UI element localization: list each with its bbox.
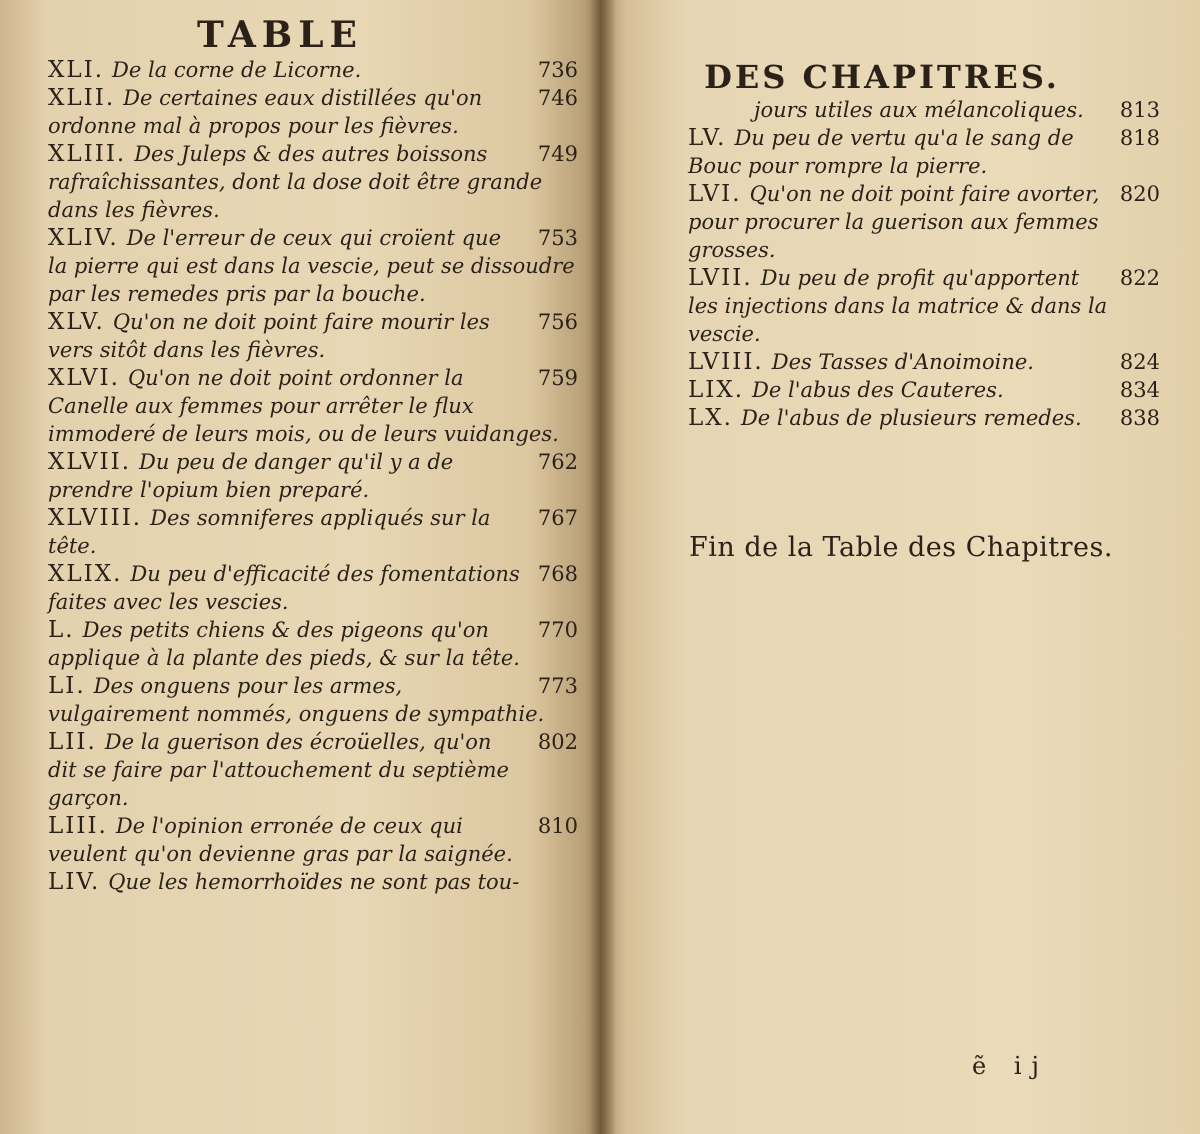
chapter-page: 813 bbox=[1119, 98, 1160, 122]
chapter-page: 768 bbox=[537, 562, 578, 586]
chapter-page: 773 bbox=[537, 674, 578, 698]
chapter-page: 802 bbox=[537, 730, 578, 754]
chapter-page: 756 bbox=[537, 310, 578, 334]
chapter-entry bbox=[688, 348, 1160, 376]
chapter-title: Qu'on ne doit point faire avorter, pour procurer la guerison aux femmes grosses. bbox=[688, 182, 1100, 262]
right-page bbox=[602, 0, 1200, 1134]
chapter-entry bbox=[48, 224, 578, 308]
chapter-title: De l'opinion erronée de ceux qui veulent qu'on devienne gras par la saignée. bbox=[48, 814, 513, 866]
chapter-page: 810 bbox=[537, 814, 578, 838]
signature-mark: ẽ ij bbox=[972, 1052, 1049, 1080]
chapter-number: LV. bbox=[688, 125, 727, 151]
chapter-page: 753 bbox=[537, 226, 578, 250]
chapter-page: 746 bbox=[537, 86, 578, 110]
chapter-continuation bbox=[688, 96, 1160, 124]
chapter-entry bbox=[48, 728, 578, 812]
chapter-title: De certaines eaux distillées qu'on ordonne mal à propos pour les fièvres. bbox=[48, 86, 483, 138]
chapter-number: L. bbox=[48, 617, 75, 643]
chapter-number: XLVII. bbox=[48, 449, 132, 475]
chapter-entry bbox=[48, 364, 578, 448]
chapter-page: 770 bbox=[537, 618, 578, 642]
chapter-title: Du peu d'efficacité des fomentations faites avec les vescies. bbox=[48, 562, 520, 614]
chapter-entry bbox=[688, 404, 1160, 432]
chapter-entry bbox=[688, 264, 1160, 348]
chapter-number: LVII. bbox=[688, 265, 753, 291]
chapter-number: LVIII. bbox=[688, 349, 764, 375]
chapter-number: XLVI. bbox=[48, 365, 120, 391]
chapter-page: 822 bbox=[1119, 266, 1160, 290]
chapter-entry bbox=[48, 560, 578, 616]
chapter-number: XLII. bbox=[48, 85, 116, 111]
chapter-title: Des onguens pour les armes, vulgairement nommés, onguens de sympathie. bbox=[48, 674, 545, 726]
chapter-page: 818 bbox=[1119, 126, 1160, 150]
chapter-entry bbox=[48, 140, 578, 224]
chapter-number: LII. bbox=[48, 729, 97, 755]
chapter-number: LI. bbox=[48, 673, 86, 699]
chapter-title: jours utiles aux mélancoliques. bbox=[754, 98, 1084, 122]
closing-line: Fin de la Table des Chapitres. bbox=[689, 532, 1113, 563]
chapter-number: XLV. bbox=[48, 309, 105, 335]
chapter-entry bbox=[48, 868, 578, 896]
chapter-page: 824 bbox=[1119, 350, 1160, 374]
chapter-entry bbox=[48, 448, 578, 504]
chapter-title: Des petits chiens & des pigeons qu'on applique à la plante des pieds, & sur la tête. bbox=[48, 618, 520, 670]
chapter-page: 759 bbox=[537, 366, 578, 390]
chapter-title: Des somniferes appliqués sur la tête. bbox=[48, 506, 491, 558]
chapter-number: XLIV. bbox=[48, 225, 119, 251]
chapter-entry bbox=[688, 124, 1160, 180]
chapter-entry bbox=[688, 376, 1160, 404]
chapter-entry bbox=[48, 672, 578, 728]
left-chapter-list bbox=[48, 56, 578, 896]
chapter-page: 820 bbox=[1119, 182, 1160, 206]
chapter-number: XLI. bbox=[48, 57, 105, 83]
chapter-entry bbox=[48, 812, 578, 868]
chapter-title: Du peu de danger qu'il y a de prendre l'opium bien preparé. bbox=[48, 450, 454, 502]
chapter-title: Qu'on ne doit point faire mourir les vers sitôt dans les fièvres. bbox=[48, 310, 490, 362]
chapter-number: LIV. bbox=[48, 869, 101, 895]
chapter-page: 762 bbox=[537, 450, 578, 474]
chapter-title: De la guerison des écroüelles, qu'on dit se faire par l'attouchement du septième garçon. bbox=[48, 730, 509, 810]
chapter-number: LVI. bbox=[688, 181, 742, 207]
chapter-number: XLVIII. bbox=[48, 505, 143, 531]
chapter-title: Du peu de vertu qu'a le sang de Bouc pour rompre la pierre. bbox=[688, 126, 1074, 178]
chapter-title: De l'abus de plusieurs remedes. bbox=[740, 406, 1082, 430]
chapter-entry bbox=[48, 504, 578, 560]
chapter-number: XLIII. bbox=[48, 141, 127, 167]
left-running-head: TABLE bbox=[197, 14, 363, 56]
chapter-title: Des Tasses d'Anoimoine. bbox=[771, 350, 1034, 374]
chapter-number: LX. bbox=[688, 405, 733, 431]
chapter-page: 834 bbox=[1119, 378, 1160, 402]
chapter-title: Du peu de profit qu'apportent les injections dans la matrice & dans la vescie. bbox=[688, 266, 1108, 346]
chapter-page: 736 bbox=[537, 58, 578, 82]
chapter-number: LIX. bbox=[688, 377, 745, 403]
chapter-entry bbox=[48, 616, 578, 672]
chapter-number: LIII. bbox=[48, 813, 108, 839]
right-chapter-list bbox=[688, 96, 1160, 432]
chapter-page: 767 bbox=[537, 506, 578, 530]
chapter-title: De la corne de Licorne. bbox=[112, 58, 362, 82]
chapter-entry bbox=[688, 180, 1160, 264]
chapter-title: De l'abus des Cauteres. bbox=[752, 378, 1004, 402]
chapter-entry bbox=[48, 308, 578, 364]
chapter-title: Que les hemorrhoïdes ne sont pas tou- bbox=[108, 870, 520, 894]
chapter-page: 838 bbox=[1119, 406, 1160, 430]
right-running-head: DES CHAPITRES. bbox=[704, 58, 1060, 96]
chapter-title: De l'erreur de ceux qui croïent que la pierre qui est dans la vescie, peut se dissoudre par les remedes pris par la bouche. bbox=[48, 226, 575, 306]
chapter-entry bbox=[48, 56, 578, 84]
chapter-title: Qu'on ne doit point ordonner la Canelle aux femmes pour arrêter le flux immoderé de leurs mois, ou de leurs vuidanges. bbox=[48, 366, 559, 446]
chapter-number: XLIX. bbox=[48, 561, 123, 587]
chapter-entry bbox=[48, 84, 578, 140]
chapter-page: 749 bbox=[537, 142, 578, 166]
chapter-title: Des Juleps & des autres boissons rafraîchissantes, dont la dose doit être grande dans les fièvres. bbox=[48, 142, 543, 222]
